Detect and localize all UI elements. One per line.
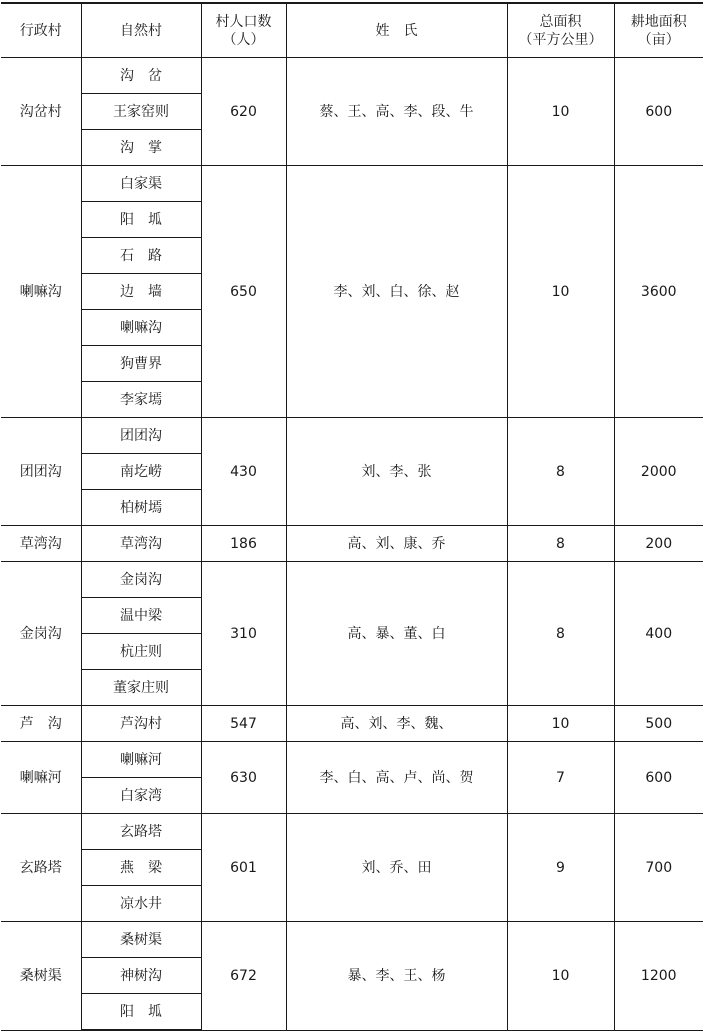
- surnames-cell: 暴、李、王、杨: [286, 922, 507, 1031]
- natural-village-cell: 桑树渠: [81, 922, 201, 958]
- natural-village-cell: 草湾沟: [81, 526, 201, 562]
- surnames-cell: 蔡、王、高、李、段、牛: [286, 58, 507, 166]
- natural-village-cell: 凉水井: [81, 886, 201, 922]
- natural-village-cell: 温中梁: [81, 598, 201, 634]
- population-cell: 430: [201, 418, 286, 526]
- farmland-area-cell: 200: [614, 526, 703, 562]
- natural-village-cell: 狗曹界: [81, 346, 201, 382]
- table-row: [1, 166, 703, 202]
- natural-village-cell: 沟 岔: [81, 58, 201, 94]
- natural-village-cell: 神树沟: [81, 958, 201, 994]
- total-area-cell: 8: [507, 526, 614, 562]
- natural-village-cell: 柏树墕: [81, 490, 201, 526]
- surnames-cell: 高、刘、康、乔: [286, 526, 507, 562]
- farmland-area-cell: 600: [614, 742, 703, 814]
- surnames-cell: 高、刘、李、魏、: [286, 706, 507, 742]
- natural-village-cell: 燕 梁: [81, 850, 201, 886]
- population-cell: 650: [201, 166, 286, 418]
- natural-village-cell: 王家窑则: [81, 94, 201, 130]
- population-cell: 601: [201, 814, 286, 922]
- population-cell: 620: [201, 58, 286, 166]
- natural-village-cell: 杭庄则: [81, 634, 201, 670]
- header-admin-village: 行政村: [1, 3, 81, 58]
- admin-village-cell: 草湾沟: [1, 526, 81, 562]
- natural-village-cell: 边 墙: [81, 274, 201, 310]
- table-row: [1, 742, 703, 778]
- header-row: [1, 3, 703, 58]
- table-row: [1, 58, 703, 94]
- admin-village-cell: 桑树渠: [1, 922, 81, 1031]
- surnames-cell: 刘、李、张: [286, 418, 507, 526]
- admin-village-cell: 金岗沟: [1, 562, 81, 706]
- farmland-area-cell: 600: [614, 58, 703, 166]
- farmland-area-cell: 3600: [614, 166, 703, 418]
- table-row: [1, 706, 703, 742]
- population-cell: 547: [201, 706, 286, 742]
- table-header: [1, 3, 703, 58]
- total-area-cell: 7: [507, 742, 614, 814]
- population-cell: 186: [201, 526, 286, 562]
- header-total-area: 总面积 （平方公里）: [507, 3, 614, 58]
- population-cell: 630: [201, 742, 286, 814]
- population-cell: 310: [201, 562, 286, 706]
- header-population: 村人口数 （人）: [201, 3, 286, 58]
- table-row: [1, 922, 703, 958]
- table-row: [1, 418, 703, 454]
- natural-village-cell: 白家渠: [81, 166, 201, 202]
- table-row: [1, 526, 703, 562]
- header-surnames: 姓 氏: [286, 3, 507, 58]
- total-area-cell: 8: [507, 418, 614, 526]
- natural-village-cell: 石 路: [81, 238, 201, 274]
- natural-village-cell: 团团沟: [81, 418, 201, 454]
- natural-village-cell: 李家墕: [81, 382, 201, 418]
- natural-village-cell: 喇嘛沟: [81, 310, 201, 346]
- table-body: [1, 58, 703, 1031]
- total-area-cell: 8: [507, 562, 614, 706]
- admin-village-cell: 玄路塔: [1, 814, 81, 922]
- table-row: [1, 814, 703, 850]
- surnames-cell: 李、刘、白、徐、赵: [286, 166, 507, 418]
- table-row: [1, 562, 703, 598]
- admin-village-cell: 喇嘛沟: [1, 166, 81, 418]
- village-table: [1, 2, 703, 1031]
- surnames-cell: 高、暴、董、白: [286, 562, 507, 706]
- natural-village-cell: 董家庄则: [81, 670, 201, 706]
- total-area-cell: 10: [507, 706, 614, 742]
- population-cell: 672: [201, 922, 286, 1031]
- natural-village-cell: 芦沟村: [81, 706, 201, 742]
- surnames-cell: 刘、乔、田: [286, 814, 507, 922]
- farmland-area-cell: 500: [614, 706, 703, 742]
- farmland-area-cell: 1200: [614, 922, 703, 1031]
- farmland-area-cell: 2000: [614, 418, 703, 526]
- natural-village-cell: 阳 坬: [81, 202, 201, 238]
- header-farmland-area: 耕地面积 （亩）: [614, 3, 703, 58]
- admin-village-cell: 喇嘛河: [1, 742, 81, 814]
- surnames-cell: 李、白、高、卢、尚、贺: [286, 742, 507, 814]
- admin-village-cell: 芦 沟: [1, 706, 81, 742]
- natural-village-cell: 喇嘛河: [81, 742, 201, 778]
- admin-village-cell: 沟岔村: [1, 58, 81, 166]
- natural-village-cell: 金岗沟: [81, 562, 201, 598]
- natural-village-cell: 沟 掌: [81, 130, 201, 166]
- total-area-cell: 10: [507, 922, 614, 1031]
- admin-village-cell: 团团沟: [1, 418, 81, 526]
- natural-village-cell: 南圪崂: [81, 454, 201, 490]
- header-natural-village: 自然村: [81, 3, 201, 58]
- total-area-cell: 10: [507, 58, 614, 166]
- farmland-area-cell: 400: [614, 562, 703, 706]
- total-area-cell: 10: [507, 166, 614, 418]
- total-area-cell: 9: [507, 814, 614, 922]
- natural-village-cell: 白家湾: [81, 778, 201, 814]
- farmland-area-cell: 700: [614, 814, 703, 922]
- natural-village-cell: 玄路塔: [81, 814, 201, 850]
- natural-village-cell: 阳 坬: [81, 994, 201, 1031]
